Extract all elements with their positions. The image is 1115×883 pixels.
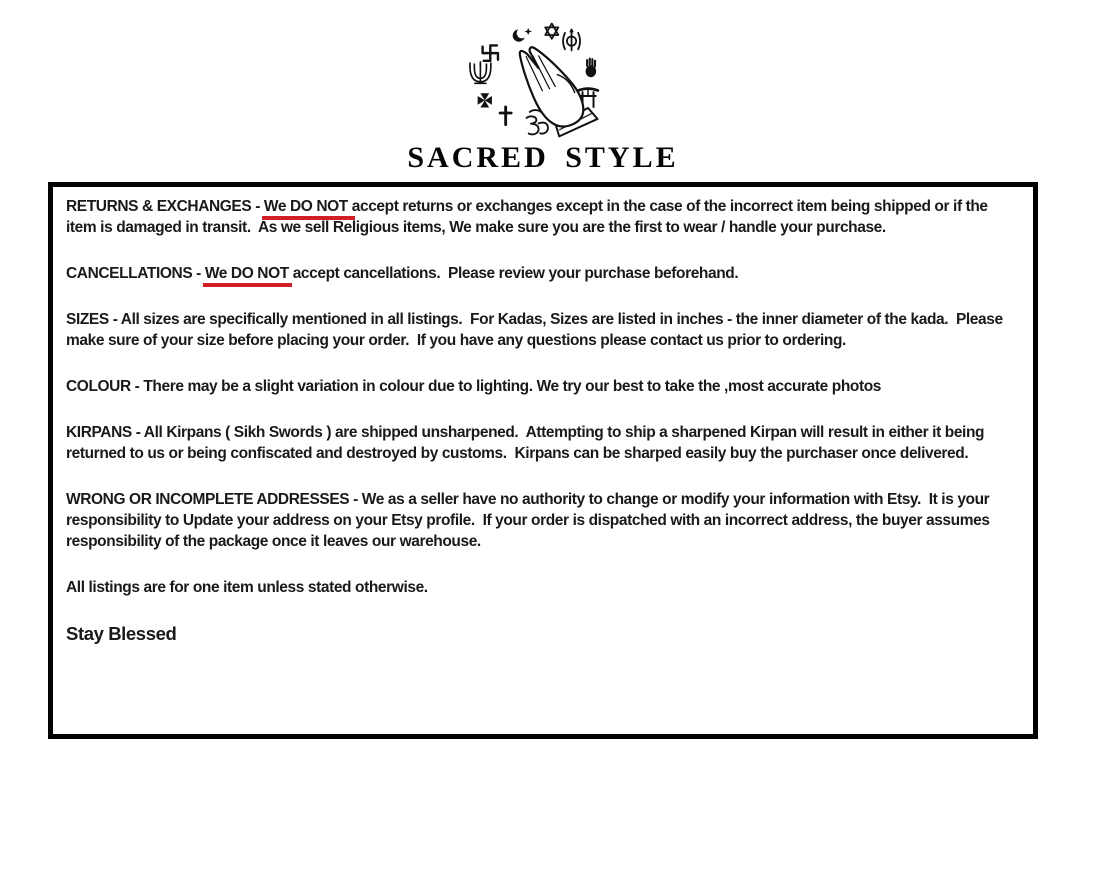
policy-text: accept cancellations. Please review your purchase beforehand. xyxy=(288,265,739,282)
policy-paragraph-colour xyxy=(66,376,1019,397)
red-underlined-text: We DO NOT xyxy=(203,265,292,287)
policy-text: accept returns or exchanges except in the case of the incorrect item being shipped or if the item is damaged in transit. As we sell Religious items, We make sure you are the first to wear / handle your purchase. xyxy=(66,198,992,236)
brand-header xyxy=(48,0,1038,173)
policy-paragraph-kirpans xyxy=(66,422,1019,464)
cross-pattee-icon xyxy=(478,93,492,107)
policy-text: SIZES - All sizes are specifically mentioned in all listings. For Kadas, Sizes are listed in inches - the inner diameter of the kada. Please make sure of your size before placing your order. If you have any questions please contact us prior to ordering. xyxy=(66,311,1007,349)
red-underlined-text: We DO NOT xyxy=(262,198,355,220)
policy-text: All listings are for one item unless stated otherwise. xyxy=(66,579,428,596)
policy-text: CANCELLATIONS - xyxy=(66,265,205,282)
policy-text: WRONG OR INCOMPLETE ADDRESSES - We as a seller have no authority to change or modify your information with Etsy. It is your responsibility to Update your address on your Etsy profile. If your order is dispatched with an incorrect address, the buyer assumes responsibility of the package once it leaves our warehouse. xyxy=(66,491,994,550)
khanda-icon xyxy=(563,30,580,51)
policy-paragraph-addresses xyxy=(66,489,1019,552)
menorah-icon xyxy=(470,62,491,83)
signoff: Stay Blessed xyxy=(66,623,177,644)
policy-paragraph-returns-exchanges xyxy=(66,196,1019,238)
policy-paragraph-sizes xyxy=(66,309,1019,351)
latin-cross-icon xyxy=(500,107,511,125)
policy-paragraph-cancellations xyxy=(66,263,1019,284)
crescent-star-icon xyxy=(513,28,532,42)
policy-box xyxy=(48,182,1038,739)
brand-logo xyxy=(455,18,631,141)
policy-text: COLOUR - There may be a slight variation in colour due to lighting. We try our best to take the ,most accurate photos xyxy=(66,378,882,395)
policy-paragraph-single-item xyxy=(66,577,1019,598)
brand-name: SACRED STYLE xyxy=(407,141,679,174)
swastika-icon xyxy=(483,45,498,60)
policy-text: RETURNS & EXCHANGES - xyxy=(66,198,264,215)
ahimsa-hand-icon xyxy=(586,58,597,78)
policy-text: KIRPANS - All Kirpans ( Sikh Swords ) are shipped unsharpened. Attempting to ship a sharpened Kirpan will result in either it being returned to us or being confiscated and destroyed by customs. Kirpans can be sharped easily buy the purchaser once delivered. xyxy=(66,424,989,462)
star-of-david-icon xyxy=(545,23,558,38)
policy-paragraphs xyxy=(66,196,1019,598)
